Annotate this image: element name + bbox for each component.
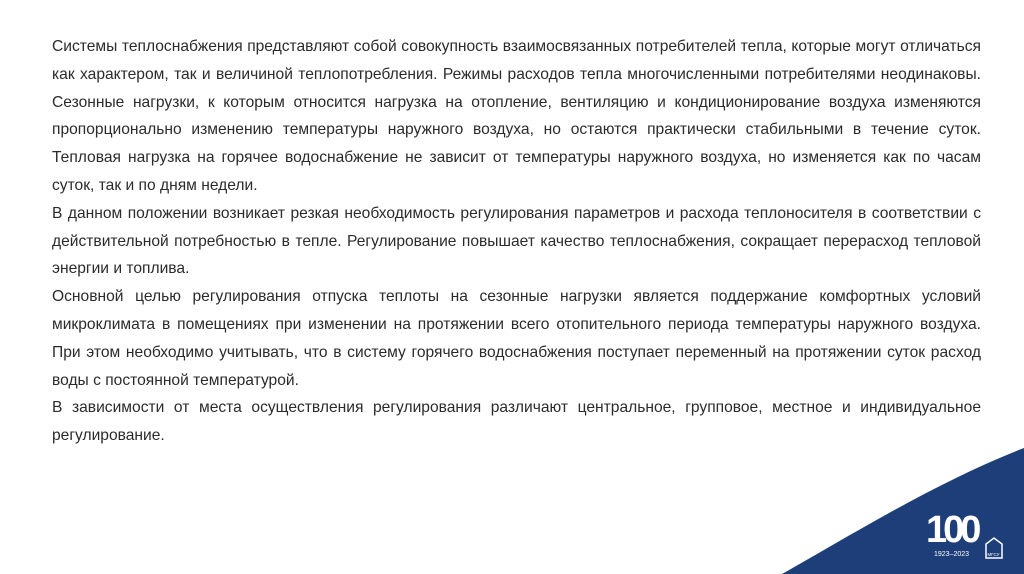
paragraph-1: Системы теплоснабжения представляют собой совокупность взаимосвязанных потребителей тепла, которые могут отличаться как характером, так и величиной теплопотребления. Режимы расходов тепла многочисленными потребителями неодинаковы. Сезонные нагрузки, к которым относится нагрузка на отопление, вентиляцию и кондиционирование воздуха изменяются пропорционально изменению температуры наружного воздуха, но остаются практически стабильными в течение суток. Тепловая нагрузка на горячее водоснабжение не зависит от температуры наружного воздуха, но изменяется как по часам суток, так и по дням недели.: [52, 38, 981, 194]
logo-years: 1923–2023: [934, 551, 970, 558]
logo-abbreviation: МГСУ: [987, 552, 1000, 557]
paragraph-2: В данном положении возникает резкая необходимость регулирования параметров и расхода теплоносителя в соответствии с действительной потребностью в тепле. Регулирование повышает качество теплоснабжения, сокращает перерасход тепловой энергии и топлива.: [52, 204, 981, 278]
paragraph-3: Основной целью регулирования отпуска теплоты на сезонные нагрузки является поддержание комфортных условий микроклимата в помещениях при изменении на протяжении всего отопительного периода температуры наружного воздуха. При этом необходимо учитывать, что в систему горячего водоснабжения поступает переменный на протяжении суток расход воды с постоянной температурой.: [52, 288, 981, 389]
paragraph-4: В зависимости от места осуществления регулирования различают центральное, групповое, местное и индивидуальное регулирование.: [52, 399, 981, 445]
logo-number: 100: [926, 509, 978, 551]
anniversary-logo: [924, 506, 1014, 562]
